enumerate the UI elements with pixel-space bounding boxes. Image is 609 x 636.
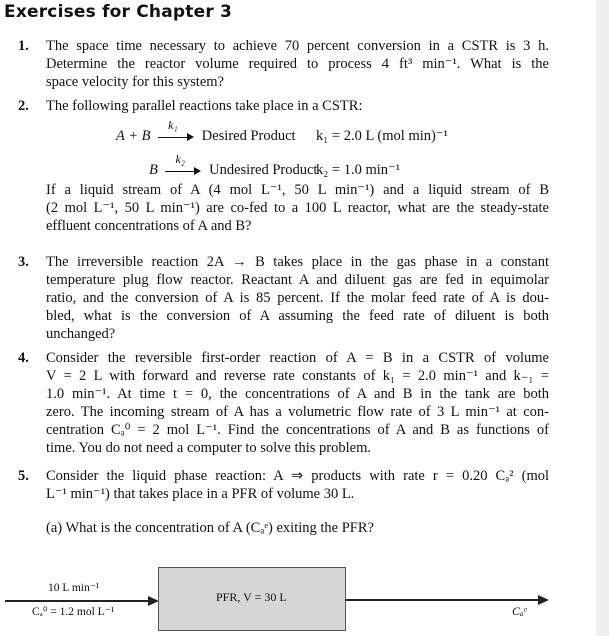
text-line: effluent concentrations of A and B? bbox=[46, 218, 252, 234]
exercise-number: 1. bbox=[18, 38, 29, 54]
reaction-arrow-icon bbox=[165, 151, 201, 176]
text-line: Determine the reactor volume required to process 4 ft³ min⁻¹. What is the bbox=[46, 56, 549, 72]
outlet-arrow-icon bbox=[538, 595, 549, 605]
text-line: 1.0 min⁻¹. At time t = 0, the concentrations of A and B in the tank are both bbox=[46, 386, 549, 402]
outlet-concentration-label: Cₐᵉ bbox=[512, 604, 527, 618]
reaction-2 bbox=[149, 151, 318, 179]
reactants: B bbox=[149, 162, 158, 178]
exercise-text bbox=[46, 97, 549, 115]
text-line: centration Cₐ⁰ = 2 mol L⁻¹. Find the concentrations of A and B as functions of bbox=[46, 422, 549, 438]
exercise-text bbox=[46, 181, 549, 235]
rate-constant-label: k₁ bbox=[168, 117, 178, 132]
text-line: bled, what is the conversion of A assuming the feed rate of diluent is both bbox=[46, 308, 549, 324]
text-line: The space time necessary to achieve 70 percent conversion in a CSTR is 3 h. bbox=[46, 38, 549, 54]
exercise-number: 2. bbox=[18, 98, 29, 114]
rate-constant-label: k₂ bbox=[175, 151, 185, 166]
text-line: (a) What is the concentration of A (Cₐᵉ) exiting the PFR? bbox=[46, 520, 374, 536]
text-line: The following parallel reactions take place in a CSTR: bbox=[46, 98, 363, 114]
reaction-1 bbox=[116, 117, 296, 145]
text-line: The irreversible reaction 2A → B takes place in the gas phase in a constant bbox=[46, 254, 549, 270]
exercise-text bbox=[46, 37, 549, 91]
exercise-text bbox=[46, 253, 549, 343]
text-line: zero. The incoming stream of A has a volumetric flow rate of 3 L min⁻¹ at con- bbox=[46, 404, 549, 420]
inlet-line bbox=[5, 600, 153, 602]
text-line: ratio, and the conversion of A is 85 percent. If the molar feed rate of A is dou- bbox=[46, 290, 549, 306]
product: Undesired Product bbox=[209, 162, 318, 178]
product: Desired Product bbox=[201, 128, 296, 144]
exercise-number: 3. bbox=[18, 254, 29, 270]
reaction-arrow-icon bbox=[158, 117, 194, 142]
exercise-text bbox=[46, 519, 549, 537]
text-line: space velocity for this system? bbox=[46, 74, 224, 90]
rate-constant-1: k₁ = 2.0 L (mol min)⁻¹ bbox=[316, 128, 448, 144]
pfr-diagram bbox=[0, 560, 596, 636]
exercise-text bbox=[46, 349, 549, 457]
page-title: Exercises for Chapter 3 bbox=[4, 2, 233, 22]
exercise-number: 4. bbox=[18, 350, 29, 366]
flow-rate-label: 10 L min⁻¹ bbox=[48, 582, 100, 594]
text-line: Consider the reversible first-order reaction of A = B in a CSTR of volume bbox=[46, 350, 549, 366]
exercise-number: 5. bbox=[18, 468, 29, 484]
rate-constant-2: k₂ = 1.0 min⁻¹ bbox=[316, 162, 401, 178]
text-line: L⁻¹ min⁻¹) that takes place in a PFR of volume 30 L. bbox=[46, 486, 355, 502]
reactor-label: PFR, V = 30 L bbox=[216, 590, 287, 604]
exercise-text bbox=[46, 467, 549, 503]
text-line: unchanged? bbox=[46, 326, 116, 342]
outlet-line bbox=[345, 599, 541, 601]
inlet-concentration-label: Cₐ⁰ = 1.2 mol L⁻¹ bbox=[32, 606, 115, 618]
text-line: temperature plug flow reactor. Reactant A and diluent gas are fed in equimolar bbox=[46, 272, 549, 288]
text-line: V = 2 L with forward and reverse rate constants of k₁ = 2.0 min⁻¹ and k₋₁ = bbox=[46, 368, 549, 384]
text-line: (2 mol L⁻¹, 50 L min⁻¹) are co-fed to a 100 L reactor, what are the steady-state bbox=[46, 200, 549, 216]
reactants: A + B bbox=[116, 128, 151, 144]
scrollbar-strip bbox=[596, 0, 609, 636]
text-line: Consider the liquid phase reaction: A ⇒ products with rate r = 0.20 Cₐ² (mol bbox=[46, 468, 549, 484]
text-line: If a liquid stream of A (4 mol L⁻¹, 50 L min⁻¹) and a liquid stream of B bbox=[46, 182, 549, 198]
text-line: time. You do not need a computer to solve this problem. bbox=[46, 440, 372, 456]
